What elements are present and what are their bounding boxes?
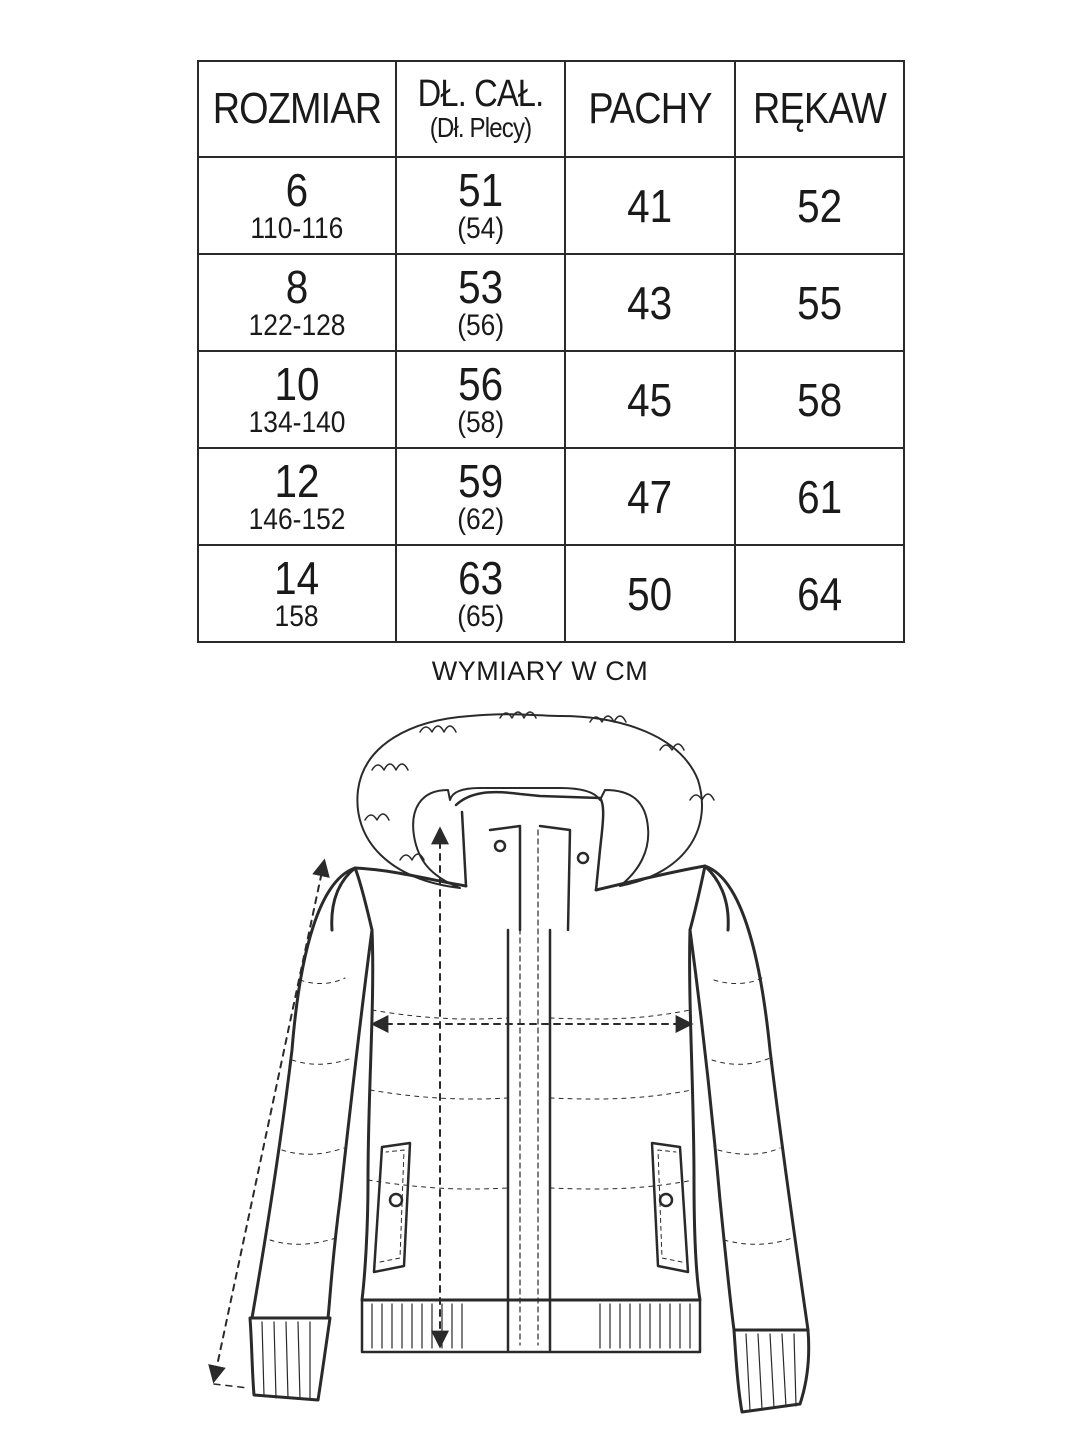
armpits-value: 50 (627, 567, 673, 620)
size-value: 14 (274, 551, 320, 604)
sleeve-value: 52 (796, 179, 842, 232)
header-sleeve: RĘKAW (747, 61, 892, 157)
armpits-cell (565, 351, 735, 448)
length-cell (396, 545, 565, 642)
units-note: WYMIARY W CM (431, 656, 649, 686)
length-cell (396, 157, 565, 254)
height-range: 110-116 (250, 211, 344, 245)
size-value: 6 (285, 163, 309, 216)
size-value: 12 (274, 454, 320, 507)
length-value: 59 (457, 454, 503, 507)
header-size: ROZMIAR (212, 61, 382, 157)
armpits-cell (565, 448, 735, 545)
header-armpits: PACHY (577, 61, 723, 157)
back-length-value: (56) (456, 308, 504, 342)
armpits-value: 45 (627, 373, 673, 426)
armpits-cell (565, 545, 735, 642)
left-sleeve (250, 868, 372, 1400)
fur-hood-trim (357, 712, 714, 888)
table-row (198, 254, 904, 351)
header-length (408, 61, 553, 157)
jacket-pockets (374, 1143, 688, 1272)
length-value: 53 (457, 260, 503, 313)
header-length-sublabel: (Dł. Plecy) (429, 112, 532, 143)
sleeve-value: 64 (796, 567, 842, 620)
length-cell (396, 254, 565, 351)
hooded-bomber-jacket-icon (0, 700, 1080, 1432)
sleeve-cell (735, 157, 904, 254)
table-header-row (198, 61, 904, 157)
table-row (198, 545, 904, 642)
size-chart-table (197, 60, 905, 643)
size-cell (198, 545, 396, 642)
jacket-hem-band (362, 1300, 700, 1352)
armpits-value: 41 (627, 179, 673, 232)
table-row (198, 448, 904, 545)
header-length-label: DŁ. CAŁ. (417, 73, 544, 115)
back-length-value: (65) (456, 599, 504, 633)
length-cell (396, 351, 565, 448)
size-value: 10 (274, 357, 320, 410)
sleeve-length-guide (214, 862, 324, 1380)
sleeve-value: 61 (796, 470, 842, 523)
jacket-body (332, 830, 729, 1350)
size-value: 8 (285, 260, 309, 313)
size-cell (198, 254, 396, 351)
armpits-cell (565, 157, 735, 254)
sleeve-cell (735, 448, 904, 545)
armpits-value: 43 (627, 276, 673, 329)
size-cell (198, 351, 396, 448)
height-range: 122-128 (248, 308, 346, 342)
right-sleeve (690, 866, 809, 1412)
height-range: 146-152 (248, 502, 346, 536)
height-range: 134-140 (248, 405, 346, 439)
back-length-value: (54) (456, 211, 504, 245)
armpits-value: 47 (627, 470, 673, 523)
length-value: 63 (457, 551, 503, 604)
length-value: 56 (457, 357, 503, 410)
sleeve-cell (735, 254, 904, 351)
sleeve-cell (735, 545, 904, 642)
jacket-collar (456, 792, 603, 930)
length-value: 51 (457, 163, 503, 216)
length-cell (396, 448, 565, 545)
size-cell (198, 448, 396, 545)
back-length-value: (58) (456, 405, 504, 439)
size-cell (198, 157, 396, 254)
back-length-value: (62) (456, 502, 504, 536)
height-range: 158 (274, 599, 319, 633)
table-row (198, 157, 904, 254)
sleeve-value: 58 (796, 373, 842, 426)
sleeve-cell (735, 351, 904, 448)
armpits-cell (565, 254, 735, 351)
table-row (198, 351, 904, 448)
sleeve-value: 55 (796, 276, 842, 329)
